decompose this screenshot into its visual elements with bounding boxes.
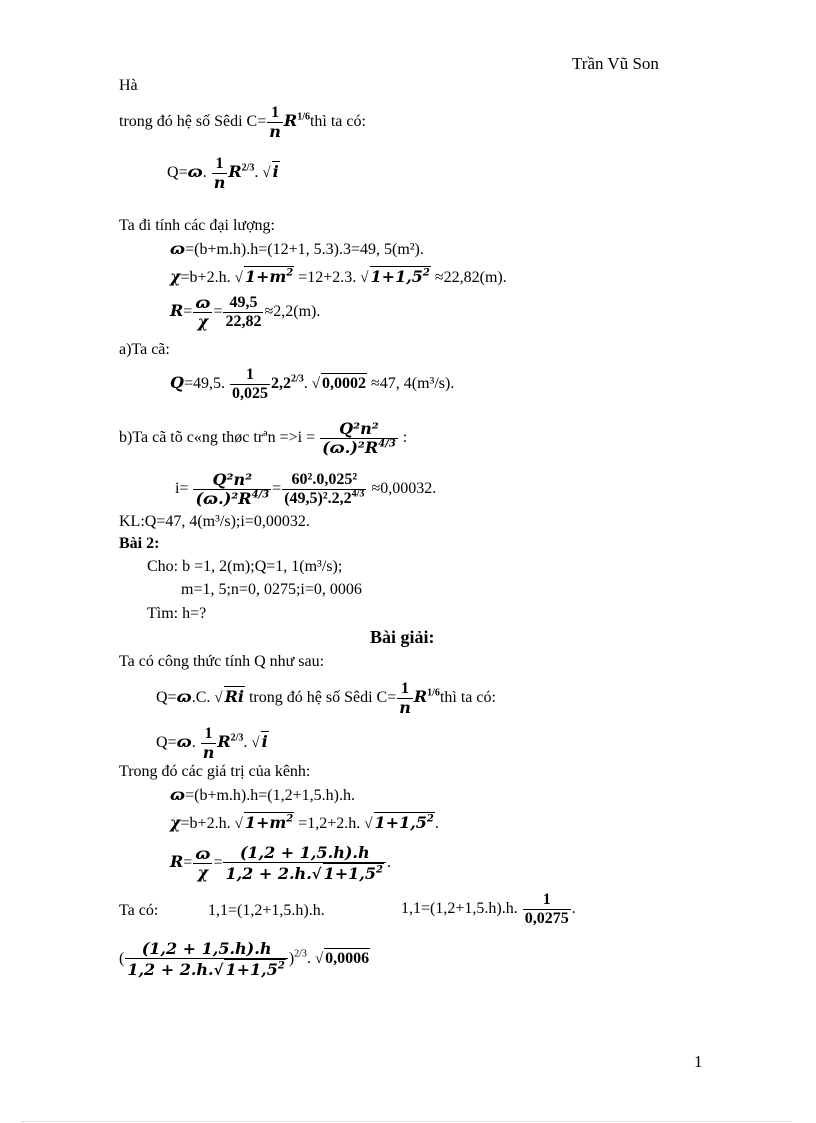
frac-den: 0,025 (231, 384, 268, 402)
exp-one-sixth: 1/6 (297, 111, 310, 123)
radical-icon: √ (234, 270, 243, 286)
radical-icon: √ (360, 270, 369, 286)
frac-num: 1 (212, 155, 228, 174)
sqrt-ri: Ri (224, 686, 244, 706)
symbol-q: Q (167, 163, 179, 181)
sq-exp: 2 (277, 960, 285, 972)
fraction-one-over-n (397, 680, 413, 716)
frac-num: 1 (230, 366, 270, 385)
symbol-omega: ɷ (176, 731, 192, 751)
frac-num: 1 (397, 680, 413, 699)
frac-den (223, 863, 386, 883)
fraction-one-over-n (212, 155, 228, 191)
symbol-q: Q (170, 372, 184, 392)
fraction-i-values (282, 471, 366, 507)
symbol-r: R (283, 110, 298, 130)
symbol-q: Q (156, 733, 168, 751)
chi-prefix: =b+2.h. (180, 815, 231, 832)
given-line-1: Cho: b =1, 2(m);Q=1, 1(m³/s); (147, 558, 343, 575)
exp-two-thirds: 2/3 (290, 373, 304, 385)
frac-num: (1,2 + 1,5.h).h (223, 844, 386, 863)
chi-result: ≈22,82(m). (434, 269, 507, 286)
i-prefix: i= (175, 479, 189, 497)
frac-num: 60².0,025² (282, 471, 366, 490)
fraction-omega-over-chi (193, 294, 212, 330)
frac-num: 49,5 (223, 294, 263, 313)
solution-title: Bài giải: (370, 627, 435, 647)
calc-intro: Ta đi tính các đại lượng: (119, 217, 275, 234)
den-part: (49,5)².2,2 (284, 489, 352, 507)
exp-four-thirds: 4/3 (251, 489, 270, 501)
equation-1: 1,1=(1,2+1,5.h).h. (208, 902, 325, 919)
sq-exp: 2 (426, 813, 434, 825)
symbol-chi: χ (170, 267, 181, 286)
dot: . (243, 733, 248, 751)
q-prefix: Q= (156, 688, 177, 706)
part-a-label: a)Ta cã: (119, 341, 170, 358)
fraction-one-over-n-value (523, 891, 571, 927)
dot: . (303, 374, 308, 392)
equals: = (272, 479, 282, 497)
fraction-one-over-n (267, 104, 283, 140)
final-expression (119, 940, 370, 979)
sqrt-slope: 0,0006 (325, 950, 370, 968)
given-line-2: m=1, 5;n=0, 0275;i=0, 0006 (181, 581, 362, 598)
equation-2 (401, 891, 576, 927)
formula-q-manning (167, 155, 280, 191)
chi-calc-line (170, 266, 507, 288)
fraction-r-values (223, 294, 263, 330)
den-part: 1,2 + 2.h. (225, 863, 312, 883)
frac-den: χ (197, 862, 209, 882)
r-value: 2,2 (270, 374, 291, 392)
close-paren: ) (288, 950, 295, 968)
i-calc-line (175, 471, 436, 507)
symbol-r: R (170, 852, 184, 872)
fraction-i-formula (193, 471, 271, 507)
fraction-i-formula (320, 420, 398, 456)
symbol-r: R (228, 161, 242, 181)
dot: . (202, 163, 207, 181)
conclusion: KL:Q=47, 4(m³/s);i=0,00032. (119, 513, 310, 530)
sqrt-content: 1+1,5 (374, 813, 427, 832)
symbol-omega: ɷ (176, 686, 192, 706)
chezy-line-text: trong đó hệ số Sêdi C= (248, 688, 397, 706)
equals: = (178, 163, 188, 181)
fraction-r-expr (125, 940, 288, 979)
den-sqrt (224, 959, 285, 979)
frac-den: n (269, 121, 281, 141)
chi-expr-line (170, 812, 439, 834)
sqrt-content: 1+1,5 (370, 267, 423, 286)
exp-two-thirds: 2/3 (230, 732, 244, 744)
equals: = (213, 302, 223, 320)
omega-calc-text: =(b+m.h).h=(12+1, 5.3).3=49, 5(m²). (185, 241, 424, 258)
symbol-r: R (170, 300, 184, 320)
sq-exp: 2 (376, 864, 383, 876)
period: . (434, 815, 439, 832)
page-number: 1 (694, 1052, 703, 1071)
then-text: thì ta có: (439, 688, 496, 706)
r-calc-line (170, 294, 320, 330)
radical-icon: √ (251, 734, 260, 751)
chezy-line-text: trong đó hệ số Sêdi C= (119, 112, 267, 130)
frac-den: 0,0275 (524, 909, 569, 927)
radical-icon: √ (311, 864, 322, 883)
chi-prefix: =b+2.h. (180, 269, 231, 286)
frac-den: χ (197, 311, 209, 331)
symbol-r: R (413, 686, 428, 706)
sqrt-content: 1+m (244, 813, 287, 832)
q-mid: .C. (191, 688, 211, 706)
problem-2-title: Bài 2: (119, 535, 160, 552)
q-chezy-line (156, 680, 496, 716)
exp-two-thirds: 2/3 (241, 162, 255, 174)
period: . (386, 854, 391, 872)
equation-2-text: 1,1=(1,2+1,5.h).h. (401, 899, 518, 917)
symbol-chi: χ (170, 813, 181, 832)
frac-num: ɷ (195, 844, 211, 864)
sqrt-1-1-5 (370, 266, 431, 286)
formula-intro: Ta có công thức tính Q như sau: (119, 653, 325, 670)
radical-icon: √ (214, 689, 223, 706)
frac-num: 1 (523, 891, 571, 910)
dot: . (306, 950, 311, 968)
values-intro: Trong đó các giá trị của kênh: (119, 763, 311, 780)
exp-one-sixth: 1/6 (427, 687, 440, 699)
den-part: 1,2 + 2.h. (127, 959, 214, 979)
radical-icon: √ (311, 375, 320, 392)
sqrt-1-m2 (244, 812, 294, 832)
i-result: ≈0,00032. (371, 479, 437, 497)
sq-exp: 2 (286, 813, 294, 825)
q-result: ≈47, 4(m³/s). (370, 374, 455, 392)
omega-expr-line (170, 785, 355, 806)
omega-calc-line (170, 239, 424, 260)
sqrt-content: 1+1,5 (225, 959, 278, 979)
sqrt-1-1-5 (374, 812, 435, 832)
part-a-formula (170, 366, 454, 402)
den-part: R (364, 437, 379, 457)
period: . (571, 899, 576, 917)
chi-mid: =12+2.3. (298, 269, 357, 286)
equals: = (183, 302, 193, 320)
symbol-omega: ɷ (187, 161, 203, 181)
sqrt-1-m2 (244, 266, 294, 286)
sqrt-i: i (261, 731, 268, 751)
frac-den (193, 490, 271, 508)
ta-co-label: Ta có: (119, 902, 159, 919)
frac-den: n (213, 172, 226, 192)
radical-icon: √ (314, 951, 324, 968)
equals: = (213, 854, 223, 872)
sqrt-content: 1+m (244, 267, 287, 286)
exp-four-thirds: 4/3 (378, 438, 396, 450)
frac-num: 1 (267, 104, 283, 123)
sqrt-slope: 0,0002 (321, 374, 366, 392)
frac-num: ɷ (195, 293, 211, 312)
chi-mid: =1,2+2.h. (298, 815, 361, 832)
symbol-omega: ɷ (170, 785, 186, 804)
den-sqrt (323, 863, 384, 883)
radical-icon: √ (262, 164, 271, 181)
dot: . (191, 733, 196, 751)
find-line: Tìm: h=? (147, 605, 207, 622)
fraction-one-over-n-value (230, 366, 270, 402)
frac-den: n (399, 697, 411, 717)
part-b-line (119, 420, 407, 456)
open-paren: ( (119, 950, 125, 968)
colon: : (402, 428, 408, 446)
q-value: =49,5. (183, 374, 225, 392)
radical-icon: √ (234, 816, 243, 832)
symbol-r: R (217, 731, 231, 751)
frac-den: 22,82 (225, 312, 262, 330)
sq-exp: 2 (286, 267, 294, 279)
radical-icon: √ (213, 960, 224, 979)
frac-num: (1,2 + 1,5.h).h (125, 940, 288, 959)
then-text: thì ta có: (309, 112, 366, 130)
frac-num: Q²n² (320, 420, 398, 439)
exp-four-thirds: 4/3 (351, 488, 365, 500)
exp-two-thirds: 2/3 (294, 948, 307, 960)
frac-den (125, 959, 288, 979)
den-part: (ɷ.)² (195, 488, 239, 508)
fraction-r-expr (223, 844, 386, 883)
frac-den (320, 439, 398, 457)
sq-exp: 2 (422, 267, 430, 279)
formula-q-manning-2 (156, 725, 269, 761)
author-name: Trần Vũ Son (572, 54, 659, 73)
text-ha: Hà (119, 77, 138, 94)
part-b-label: b)Ta cã tõ c«ng thøc trªn =>i = (119, 428, 316, 446)
omega-expr-text: =(b+m.h).h=(1,2+1,5.h).h. (185, 787, 355, 804)
frac-den (282, 490, 366, 508)
equals: = (167, 733, 177, 751)
chezy-definition-line (119, 104, 366, 140)
fraction-one-over-n (201, 725, 217, 761)
fraction-omega-over-chi (193, 845, 212, 881)
r-result: ≈2,2(m). (264, 302, 321, 320)
den-part: R (238, 488, 252, 508)
sqrt-content: 1+1,5 (323, 863, 376, 883)
sqrt-i: i (272, 161, 279, 181)
frac-num: Q²n² (193, 471, 271, 490)
frac-num: 1 (201, 725, 217, 744)
dot: . (254, 163, 259, 181)
den-part: (ɷ.)² (322, 437, 365, 457)
page-bottom-divider (22, 1121, 792, 1122)
symbol-omega: ɷ (170, 239, 186, 258)
r-expr-line (170, 844, 391, 883)
frac-den: n (202, 742, 215, 762)
radical-icon: √ (364, 816, 373, 832)
equals: = (183, 854, 193, 872)
